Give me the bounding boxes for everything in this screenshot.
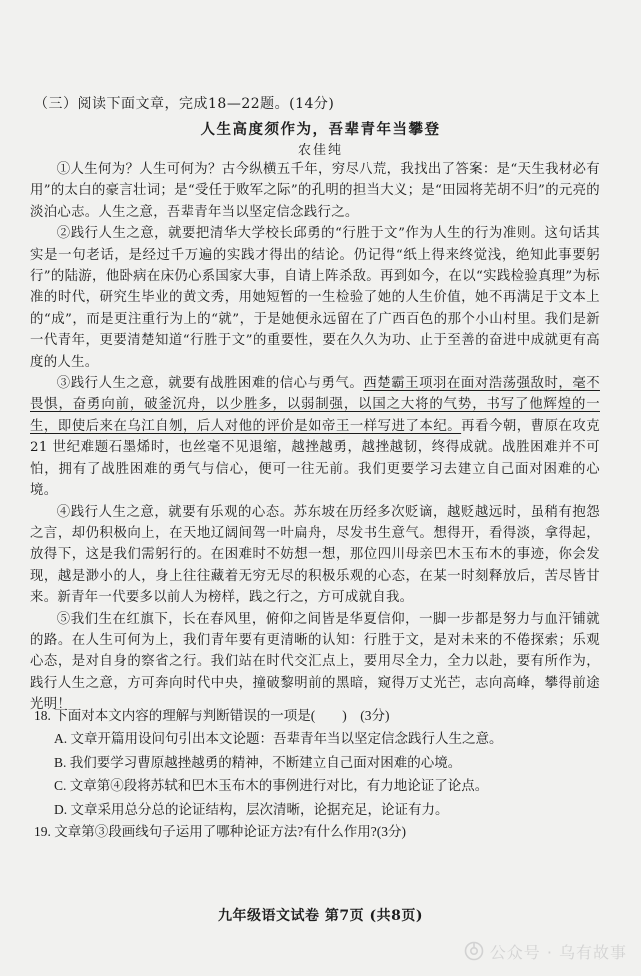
question-18-option-c: C. 文章第④段将苏轼和巴木玉布木的事例进行对比，有力地论证了论点。	[54, 778, 489, 793]
article-title: 人生高度须作为，吾辈青年当攀登	[200, 121, 441, 138]
wechat-official-account-icon	[464, 941, 484, 961]
question-18-option-d: D. 文章采用总分总的论证结构，层次清晰，论据充足，论证有力。	[54, 801, 449, 817]
underlined-sentence: 西楚霸王项羽在面对浩荡强敌时，毫不畏惧，奋勇向前，破釜沉舟，以少胜多，以弱制强，以国之大将的气势，书写了他辉煌的一生，即使后来在乌江自刎，后人对他的评价是如帝王一样写进了本纪。	[30, 376, 600, 434]
paragraph-3-tail: 再看今朝，曹原在攻克 21 世纪难题石墨烯时，也丝毫不见退缩，越挫越勇，越挫越韧，终得成就。战胜困难并不可怕，拥有了战胜困难的勇气与信心，便可一往无前。我们更要学习去建立自己面对困难的心境。	[30, 418, 600, 499]
paragraph-5: ⑤我们生在红旗下，长在春风里，俯仰之间皆是华夏信仰，一脚一步都是努力与血汗铺就的路。在人生可何为上，我们青年要有更清晰的认知：行胜于文，是对未来的不倦探索；乐观心态，是对自身的察省之行。我们站在时代交汇点上，要用尽全力，全力以赴，要有所作为，践行人生之意，方可奔向时代中央，撞破黎明前的黑暗，窥得万丈光芒，志向高峰，攀得前途光明！	[30, 611, 600, 713]
watermark	[464, 938, 627, 964]
article-author: 农佳纯	[297, 143, 343, 158]
paragraph-4: ④践行人生之意，就要有乐观的心态。苏东坡在历经多次贬谪，越贬越远时，虽稍有抱怨之言，却仍积极向上，在天地辽阔间驾一叶扁舟，尽发书生意气。想得开，看得淡，拿得起，放得下，这是我们需躬行的。在困难时不妨想一想，那位四川母亲巴木玉布木的事迹，你会发现，越是渺小的人，身上往往藏着无穷无尽的积极乐观的心态，在某一时刻释放后，苦尽皆甘来。新青年一代要多以前人为榜样，践之行之，方可成就自我。	[30, 504, 600, 606]
section-intro: （三）阅读下面文章，完成18—22题。(14分)	[34, 96, 335, 112]
question-18-option-a: A. 文章开篇用设问句引出本文论题：吾辈青年当以坚定信念践行人生之意。	[54, 731, 503, 746]
page-footer: 九年级语文试卷 第7页 (共8页)	[218, 908, 423, 924]
question-18-option-b: B. 我们要学习曹原越挫越勇的精神，不断建立自己面对困难的心境。	[54, 754, 462, 770]
question-18-stem: 18. 下面对本文内容的理解与判断错误的一项是( ) (3分)	[34, 708, 390, 723]
article-body	[30, 159, 600, 716]
watermark-text: 公众号 · 乌有故事	[489, 942, 627, 962]
paragraph-3	[30, 373, 600, 501]
paragraph-1: ①人生何为？人生可何为？古今纵横五千年，穷尽八荒，我找出了答案：是“天生我材必有用”的太白的豪言壮词；是“受任于败军之际”的孔明的担当大义；是“田园将芜胡不归”的元亮的淡泊心志。人生之意，吾辈青年当以坚定信念践行之。	[30, 162, 600, 220]
paragraph-2: ②践行人生之意，就要把清华大学校长邱勇的“行胜于文”作为人生的行为准则。这句话其实是一句老话，是经过千万遍的实践才得出的结论。仍记得“纸上得来终觉浅，绝知此事要躬行”的陆游，他卧病在床仍心系国家大事，自请上阵杀敌。再到如今，在以“实践检验真理”为标准的时代，研究生毕业的黄文秀，用她短暂的一生检验了她的人生价值，她不再满足于文本上的“成”，而是更注重行为上的“就”，于是她便永远留在了广西百色的那个小山村里。我们是新一代青年，更要清楚知道“行胜于文”的重要性，要在久久为功、止于至善的奋进中成就更有高度的人生。	[30, 226, 600, 370]
paragraph-3-lead: ③践行人生之意，就要有战胜困难的信心与勇气。	[56, 376, 364, 392]
question-19-stem: 19. 文章第③段画线句子运用了哪种论证方法?有什么作用?(3分)	[34, 824, 406, 839]
questions	[34, 705, 594, 843]
